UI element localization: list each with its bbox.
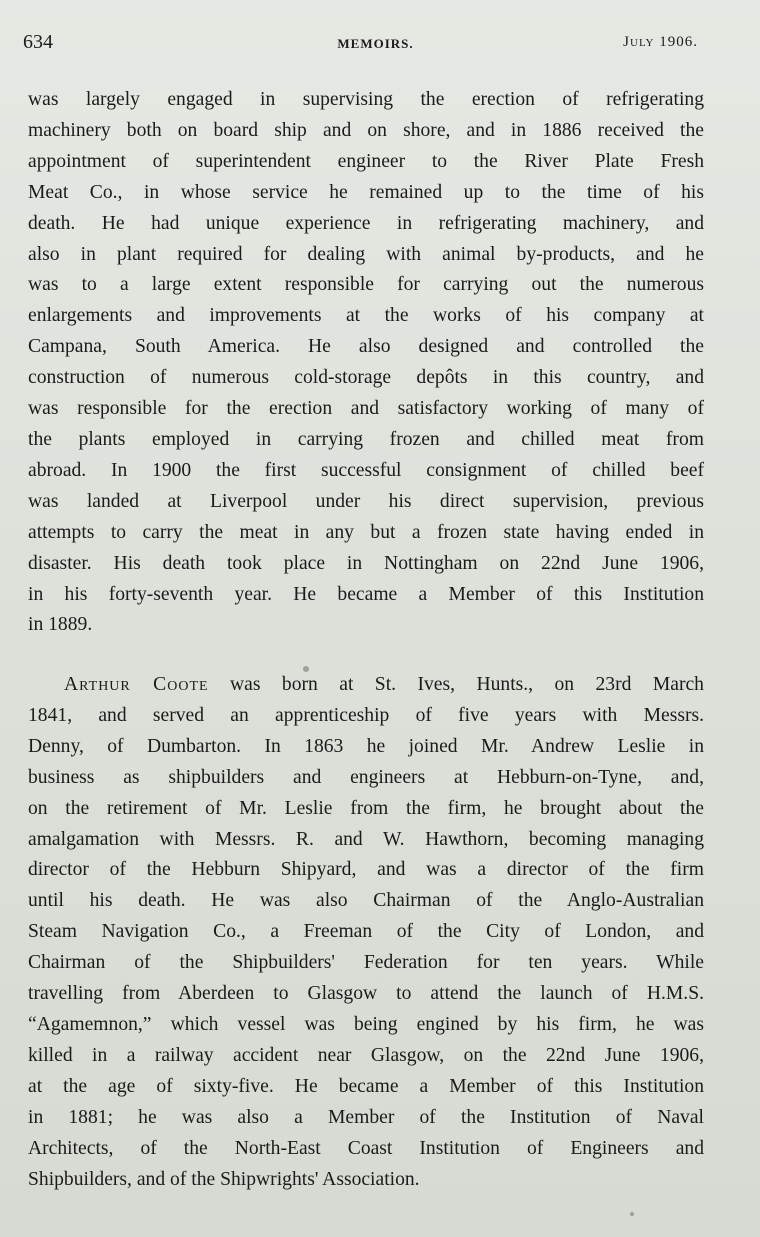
text-line: Meat Co., in whose service he remained up to the time of his bbox=[28, 181, 704, 203]
text-line bbox=[28, 670, 704, 701]
memoir-paragraph-continued bbox=[28, 85, 704, 641]
text-line: killed in a railway accident near Glasgow, on the 22nd June 1906, bbox=[28, 1044, 704, 1066]
text-line: enlargements and improvements at the works of his company at bbox=[28, 305, 704, 327]
text-line: in 1889. bbox=[28, 614, 93, 636]
text-line: machinery both on board ship and on shore, and in 1886 received the bbox=[28, 119, 704, 141]
text-line: until his death. He was also Chairman of the Anglo-Australian bbox=[28, 890, 704, 912]
text-line: Steam Navigation Co., a Freeman of the City of London, and bbox=[28, 921, 704, 943]
text-line: Chairman of the Shipbuilders' Federation for ten years. While bbox=[28, 952, 704, 974]
first-line-text: was born at St. Ives, Hunts., on 23rd March bbox=[208, 674, 704, 695]
text-line: 1841, and served an apprenticeship of five years with Messrs. bbox=[28, 704, 704, 726]
paper-speck bbox=[630, 1212, 634, 1216]
text-line: Denny, of Dumbarton. In 1863 he joined Mr. Andrew Leslie in bbox=[28, 735, 704, 757]
text-line: abroad. In 1900 the first successful consignment of chilled beef bbox=[28, 459, 704, 481]
text-line: was responsible for the erection and satisfactory working of many of bbox=[28, 398, 704, 420]
page-number: 634 bbox=[23, 31, 53, 53]
text-line: “Agamemnon,” which vessel was being engined by his firm, he was bbox=[28, 1013, 704, 1035]
header-date: July 1906. bbox=[623, 34, 698, 50]
text-line: Architects, of the North-East Coast Institution of Engineers and bbox=[28, 1137, 704, 1159]
text-line: was largely engaged in supervising the erection of refrigerating bbox=[28, 89, 704, 110]
text-line: death. He had unique experience in refrigerating machinery, and bbox=[28, 212, 704, 234]
text-line: Shipbuilders, and of the Shipwrights' Association. bbox=[28, 1168, 420, 1190]
text-line: in his forty-seventh year. He became a Member of this Institution bbox=[28, 583, 704, 605]
text-line: business as shipbuilders and engineers at Hebburn-on-Tyne, and, bbox=[28, 766, 704, 788]
text-line: construction of numerous cold-storage depôts in this country, and bbox=[28, 367, 704, 389]
text-line: director of the Hebburn Shipyard, and was a director of the firm bbox=[28, 859, 704, 881]
text-line: at the age of sixty-five. He became a Member of this Institution bbox=[28, 1075, 704, 1097]
text-line: appointment of superintendent engineer to the River Plate Fresh bbox=[28, 150, 704, 172]
text-line: the plants employed in carrying frozen and chilled meat from bbox=[28, 428, 704, 450]
running-title: MEMOIRS. bbox=[337, 36, 414, 51]
text-line: disaster. His death took place in Nottingham on 22nd June 1906, bbox=[28, 552, 704, 574]
text-line: travelling from Aberdeen to Glasgow to attend the launch of H.M.S. bbox=[28, 983, 704, 1005]
memoir-arthur-coote bbox=[28, 670, 704, 1195]
page-header bbox=[23, 31, 698, 57]
text-line: amalgamation with Messrs. R. and W. Hawthorn, becoming managing bbox=[28, 828, 704, 850]
memoir-name: Arthur Coote bbox=[64, 674, 209, 695]
text-line: on the retirement of Mr. Leslie from the firm, he brought about the bbox=[28, 797, 704, 819]
text-line: was to a large extent responsible for carrying out the numerous bbox=[28, 274, 704, 296]
text-line: Campana, South America. He also designed and controlled the bbox=[28, 336, 704, 358]
text-line: attempts to carry the meat in any but a frozen state having ended in bbox=[28, 521, 704, 543]
text-line: was landed at Liverpool under his direct supervision, previous bbox=[28, 490, 704, 512]
text-line: in 1881; he was also a Member of the Institution of Naval bbox=[28, 1106, 704, 1128]
text-line: also in plant required for dealing with animal by-products, and he bbox=[28, 243, 704, 265]
paper-speck bbox=[303, 666, 309, 672]
